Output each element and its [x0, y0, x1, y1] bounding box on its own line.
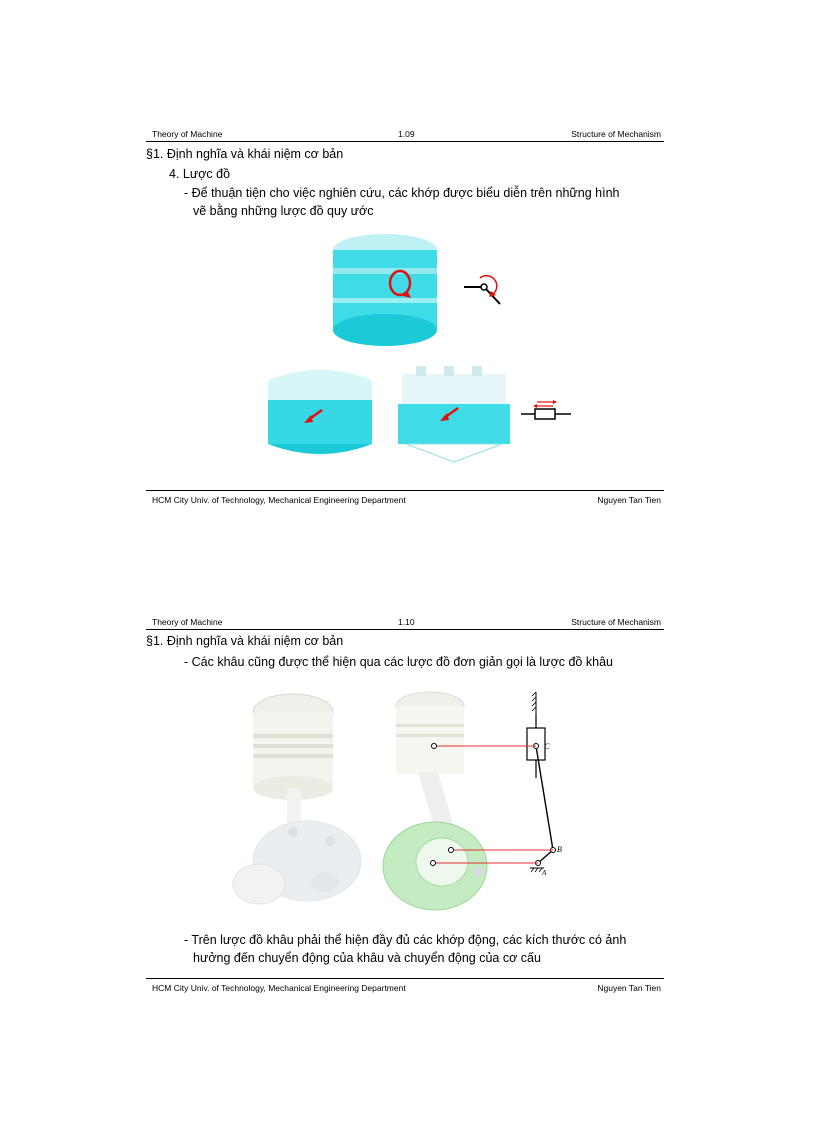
ground-hatch-top — [532, 692, 536, 714]
header-rule — [146, 141, 664, 142]
header-chapter: Structure of Mechanism — [571, 129, 661, 139]
bullet-1: - Các khâu cũng được thể hiện qua các lược đồ đơn giản gọi là lược đồ khâu — [184, 655, 613, 669]
bullet-2-line-1: - Trên lược đồ khâu phải thể hiện đầy đủ các khớp động, các kích thước có ảnh — [184, 933, 627, 947]
bullet-line-1: - Để thuận tiện cho việc nghiên cứu, các khớp được biểu diễn trên những hình — [184, 186, 620, 200]
bullet-line-2: vẽ bằng những lược đồ quy ước — [193, 204, 374, 218]
piston-crank-illustration — [225, 686, 365, 920]
footer-author: Nguyen Tan Tien — [597, 983, 661, 993]
label-a: A — [542, 869, 547, 877]
section-title: §1. Định nghĩa và khái niệm cơ bản — [146, 147, 344, 161]
revolute-joint-illustration — [325, 228, 445, 350]
label-b: B — [557, 845, 562, 854]
header-chapter: Structure of Mechanism — [571, 617, 661, 627]
bullet-2-line-2: hưởng đến chuyển động của khâu và chuyển động của cơ cấu — [193, 951, 541, 965]
footer-institution: HCM City Univ. of Technology, Mechanical Engineering Department — [152, 983, 406, 993]
connecting-rod — [536, 746, 553, 850]
prismatic-joint-symbol — [519, 397, 573, 423]
prismatic-joint-illustration-a — [264, 360, 376, 464]
header-page-number: 1.10 — [398, 617, 415, 627]
header-rule — [146, 629, 664, 630]
label-c: C — [544, 742, 550, 751]
subsection-title: 4. Lược đồ — [169, 167, 231, 181]
section-title: §1. Định nghĩa và khái niệm cơ bản — [146, 634, 344, 648]
header-course: Theory of Machine — [152, 617, 223, 627]
footer-rule — [146, 490, 664, 491]
prismatic-joint-illustration-b — [396, 362, 512, 466]
link-diagram — [420, 690, 570, 880]
footer-institution: HCM City Univ. of Technology, Mechanical Engineering Department — [152, 495, 406, 505]
footer-rule — [146, 978, 664, 979]
footer-author: Nguyen Tan Tien — [597, 495, 661, 505]
header-course: Theory of Machine — [152, 129, 223, 139]
revolute-joint-symbol — [462, 270, 508, 310]
header-page-number: 1.09 — [398, 129, 415, 139]
